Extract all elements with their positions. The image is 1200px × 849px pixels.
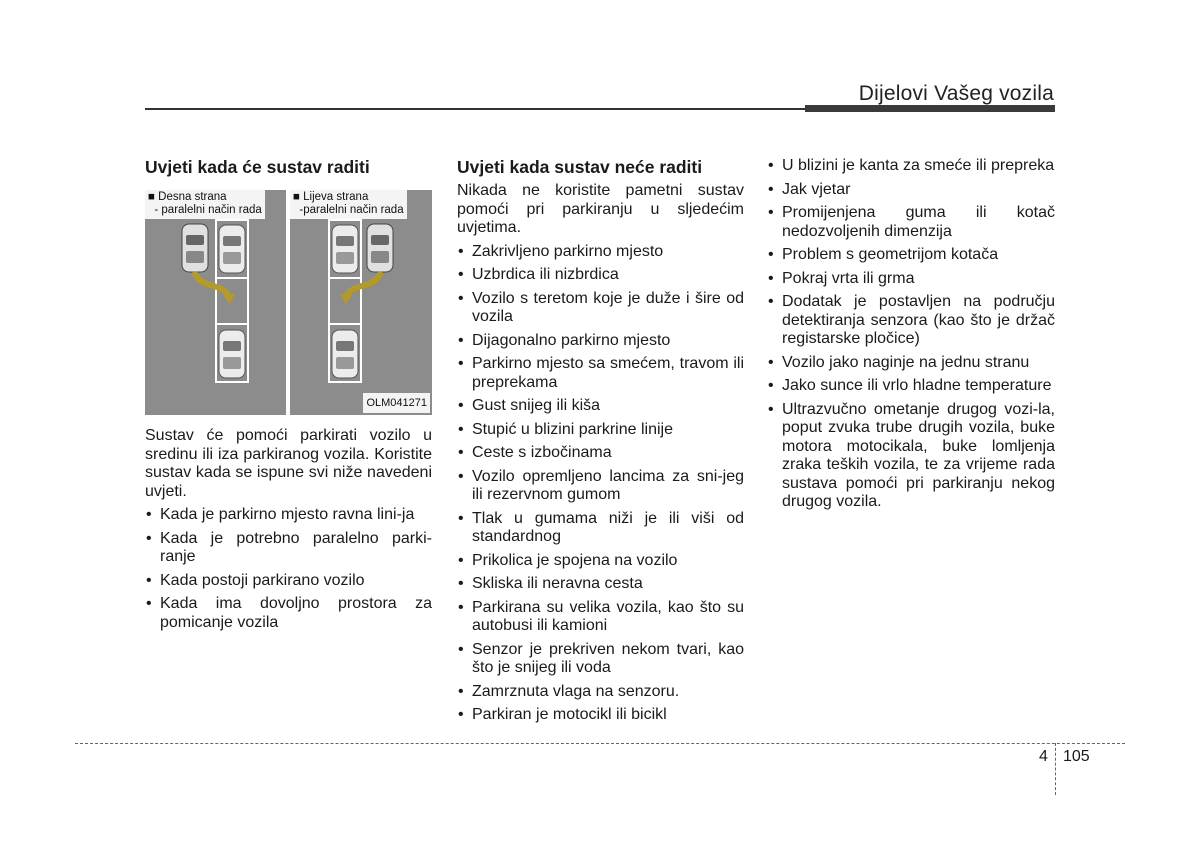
panel-divider xyxy=(286,190,290,415)
column-conditions-work xyxy=(145,156,432,637)
list-item: • Tlak u gumama niži je ili viši od standardnog xyxy=(457,510,744,547)
list-item: • Skliska ili neravna cesta xyxy=(457,575,744,594)
list-item: • Parkirana su velika vozila, kao što su autobusi ili kamioni xyxy=(457,599,744,636)
list-item: • Jak vjetar xyxy=(767,181,1055,200)
not-works-conditions-list-continued xyxy=(767,157,1055,512)
list-item: • Promijenjena guma ili kotač nedozvoljenih dimenzija xyxy=(767,204,1055,241)
section-heading-not-works: Uvjeti kada sustav neće raditi xyxy=(457,157,703,177)
parked-car-front xyxy=(219,225,245,273)
page-number: 105 xyxy=(1063,748,1090,765)
footer-rule xyxy=(75,743,1125,744)
footer-divider xyxy=(1055,743,1056,795)
moving-car xyxy=(182,224,208,272)
intro-paragraph: Sustav će pomoći parkirati vozilo u sredinu ili iza parkiranog vozila. Koristite sustav kada se ispune svi niže navedeni uvjeti. xyxy=(145,427,432,500)
panel-right-side xyxy=(182,220,248,382)
list-item: • Zamrznuta vlaga na senzoru. xyxy=(457,683,744,702)
moving-car-2 xyxy=(367,224,393,272)
list-item: • Vozilo jako naginje na jednu stranu xyxy=(767,354,1055,373)
list-item: • Vozilo opremljeno lancima za sni-jeg ili rezervnom gumom xyxy=(457,468,744,505)
figure-code: OLM041271 xyxy=(363,393,430,414)
list-item: • Ceste s izbočinama xyxy=(457,444,744,463)
list-item: • Prikolica je spojena na vozilo xyxy=(457,552,744,571)
list-item: • Jako sunce ili vrlo hladne temperature xyxy=(767,377,1055,396)
list-item: • Pokraj vrta ili grma xyxy=(767,270,1055,289)
list-item: • Dodatak je postavljen na području detektiranja senzora (kao što je držač registarske pločice) xyxy=(767,293,1055,349)
parking-diagram-figure xyxy=(145,190,432,415)
section-heading-works: Uvjeti kada će sustav raditi xyxy=(145,157,370,177)
parked-car-rear xyxy=(219,330,245,378)
list-item: • U blizini je kanta za smeće ili prepreka xyxy=(767,157,1055,176)
column-conditions-continued xyxy=(767,157,1055,517)
works-conditions-list xyxy=(145,506,432,632)
column-conditions-not-work xyxy=(457,156,744,730)
list-item: • Kada ima dovoljno prostora za pomicanje vozila xyxy=(145,595,432,632)
list-item: • Parkirno mjesto sa smećem, travom ili preprekama xyxy=(457,355,744,392)
list-item: • Ultrazvučno ometanje drugog vozi-la, poput zvuka trube drugih vozila, buke motora motocikala, buke lomljenja zraka teških vozila, te za vrijeme rada sustava pomoći pri parkiranju nekog drugog vozila. xyxy=(767,401,1055,512)
list-item: • Uzbrdica ili nizbrdica xyxy=(457,266,744,285)
figure-label-left-side: ■ Lijeva strana -paralelni način rada xyxy=(290,190,407,219)
list-item: • Zakrivljeno parkirno mjesto xyxy=(457,243,744,262)
list-item: • Stupić u blizini parkrine linije xyxy=(457,421,744,440)
list-item: • Vozilo s teretom koje je duže i šire od vozila xyxy=(457,290,744,327)
parked-car-front-2 xyxy=(332,225,358,273)
list-item: • Gust snijeg ili kiša xyxy=(457,397,744,416)
header-rule-accent xyxy=(805,105,1055,112)
figure-label-right-side: ■ Desna strana - paralelni način rada xyxy=(145,190,265,219)
warning-paragraph: Nikada ne koristite pametni sustav pomoći pri parkiranju u sljedećim uvjetima. xyxy=(457,182,744,236)
list-item: • Kada je potrebno paralelno parki-ranje xyxy=(145,530,432,567)
list-item: • Kada postoji parkirano vozilo xyxy=(145,572,432,591)
page-header-title: Dijelovi Vašeg vozila xyxy=(858,82,1054,105)
list-item: • Kada je parkirno mjesto ravna lini-ja xyxy=(145,506,432,525)
panel-left-side xyxy=(329,220,393,382)
list-item: • Senzor je prekriven nekom tvari, kao što je snijeg ili voda xyxy=(457,641,744,678)
list-item: • Dijagonalno parkirno mjesto xyxy=(457,332,744,351)
chapter-number: 4 xyxy=(1039,748,1048,765)
list-item: • Problem s geometrijom kotača xyxy=(767,246,1055,265)
not-works-conditions-list xyxy=(457,243,744,725)
parked-car-rear-2 xyxy=(332,330,358,378)
parking-diagram xyxy=(145,190,432,415)
list-item: • Parkiran je motocikl ili bicikl xyxy=(457,706,744,725)
